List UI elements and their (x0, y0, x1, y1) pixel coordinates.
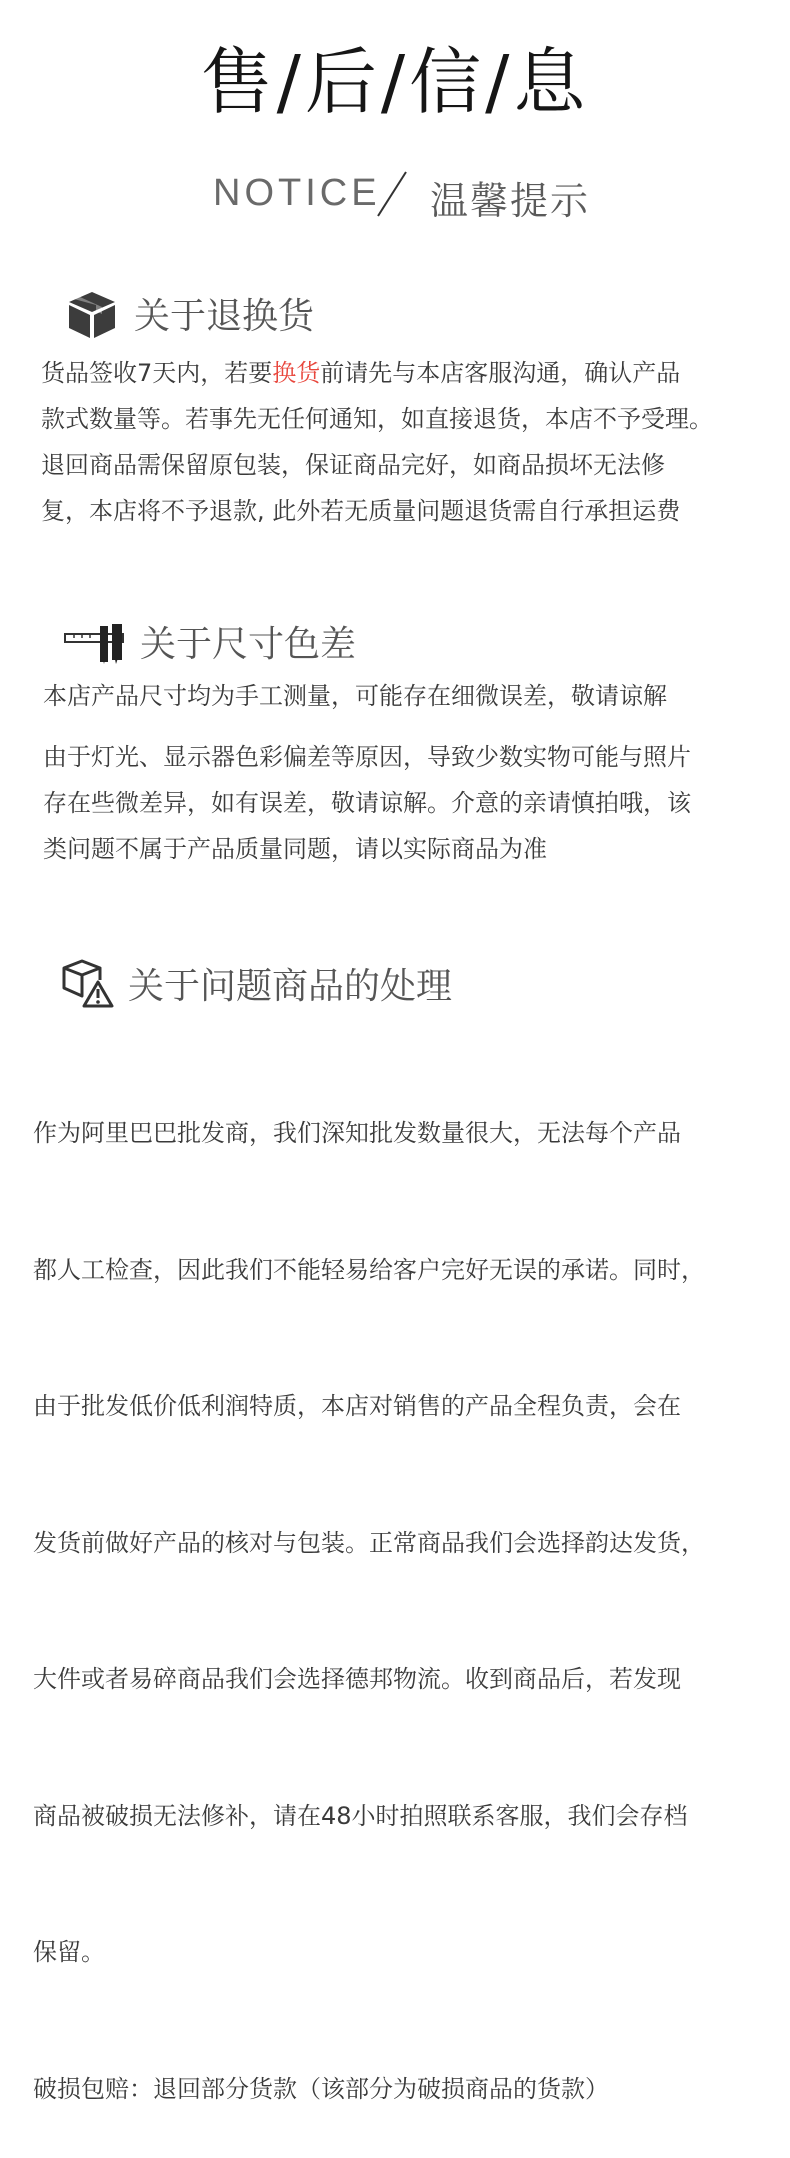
color-line: 类问题不属于产品质量同题，请以实际商品为准 (43, 835, 547, 863)
size-note: 本店产品尺寸均为手工测量，可能存在细微误差，敬请谅解 (43, 682, 667, 710)
defective-line: 大件或者易碎商品我们会选择德邦物流。收到商品后，若发现 (33, 1665, 681, 1693)
section-size-title: 关于尺寸色差 (140, 624, 357, 665)
exchange-highlight: 换货 (272, 359, 321, 387)
defective-line: 保留。 (33, 1938, 105, 1966)
compensation-line: 破损包赔：退回部分货款（该部分为破损商品的货款） (33, 2074, 609, 2103)
notice-en: NOTICE (213, 172, 381, 214)
returns-line: 款式数量等。若事先无任何通知，如直接退货，本店不予受理。 (41, 405, 713, 433)
section-defective-title: 关于问题商品的处理 (128, 966, 453, 1007)
notice-subtitle (0, 168, 790, 224)
section-size-heading (64, 618, 394, 674)
section-defective-heading (60, 958, 500, 1014)
caliper-icon (64, 622, 128, 666)
returns-text-1a: 货品签收7天内，若要 (41, 359, 273, 387)
returns-paragraph (41, 350, 781, 534)
box-icon (66, 290, 118, 340)
defective-line: 发货前做好产品的核对与包装。正常商品我们会选择韵达发货， (33, 1528, 705, 1557)
defective-line: 都人工检查，因此我们不能轻易给客户完好无误的承诺。同时， (33, 1255, 705, 1284)
damaged-box-warning-icon (60, 958, 114, 1010)
color-line: 存在些微差异，如有误差，敬请谅解。介意的亲请慎拍哦，该 (43, 789, 691, 817)
defective-paragraph (33, 1020, 783, 2158)
defective-line: 作为阿里巴巴批发商，我们深知批发数量很大，无法每个产品 (33, 1119, 681, 1147)
returns-text-1b: 前请先与本店客服沟通，确认产品 (320, 359, 681, 387)
defective-line: 由于批发低价低利润特质，本店对销售的产品全程负责，会在 (33, 1392, 681, 1420)
color-difference-paragraph (43, 734, 783, 872)
defective-line: 商品被破损无法修补，请在48小时拍照联系客服，我们会存档 (33, 1801, 688, 1830)
returns-line: 复，本店将不予退款, 此外若无质量问题退货需自行承担运费 (41, 497, 681, 525)
returns-line: 退回商品需保留原包装，保证商品完好，如商品损坏无法修 (41, 451, 665, 479)
section-returns-heading (66, 290, 386, 346)
returns-line (41, 350, 781, 396)
page-title: 售/后/信/息 (200, 40, 590, 124)
section-returns-title: 关于退换货 (134, 296, 315, 337)
color-line: 由于灯光、显示器色彩偏差等原因，导致少数实物可能与照片 (43, 743, 691, 771)
notice-cn: 温馨提示 (430, 179, 591, 223)
slash-divider (372, 168, 412, 220)
